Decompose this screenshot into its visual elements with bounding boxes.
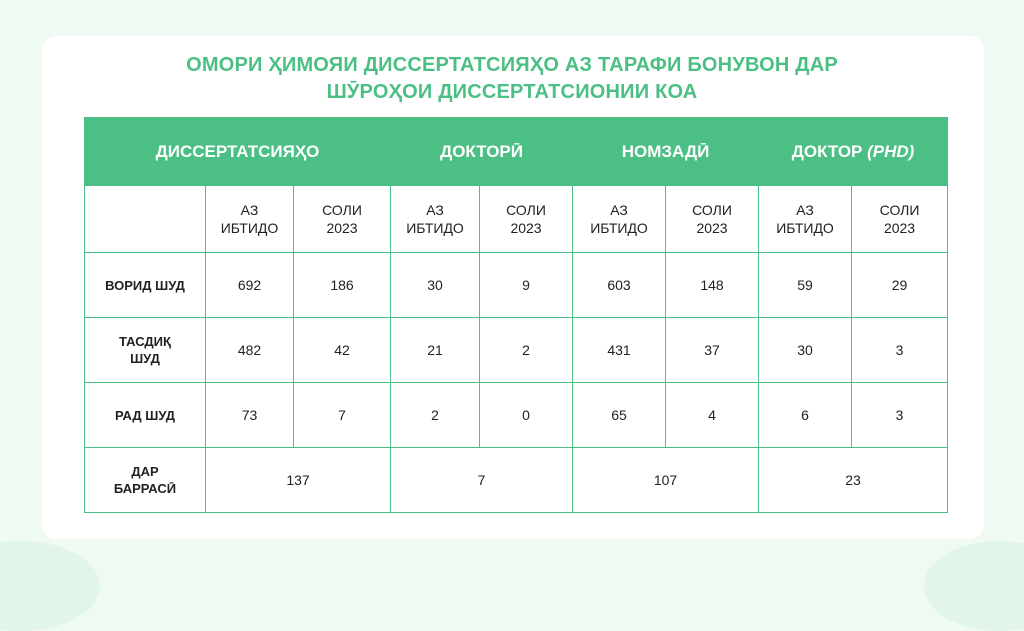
header-dissertations: ДИССЕРТАТСИЯҲО: [85, 118, 391, 186]
subheader-from-start: АЗ ИБТИДО: [391, 186, 480, 253]
row-label-approved: ТАСДИҚ ШУД: [85, 318, 206, 383]
header-candidate: НОМЗАДӢ: [573, 118, 759, 186]
table-cell: 9: [480, 253, 573, 318]
background-blob-right: [924, 541, 1024, 631]
table-cell: 3: [852, 318, 948, 383]
table-cell: 30: [759, 318, 852, 383]
table-cell: 37: [666, 318, 759, 383]
subheader-year: СОЛИ 2023: [294, 186, 391, 253]
title-line-2: ШӮРОҲОИ ДИССЕРТАТСИОНИИ КОА: [326, 81, 698, 103]
subheader-from-start: АЗ ИБТИДО: [206, 186, 294, 253]
table-cell: 42: [294, 318, 391, 383]
table-cell: 482: [206, 318, 294, 383]
table-subheader-row: [85, 186, 948, 253]
header-phd-abbr: (PHD): [867, 141, 915, 161]
table-cell: 6: [759, 383, 852, 448]
subheader-from-start: АЗ ИБТИДО: [759, 186, 852, 253]
subheader-from-start: АЗ ИБТИДО: [573, 186, 666, 253]
table-header-row: [85, 118, 948, 186]
table-row-pending: [85, 448, 948, 513]
table-cell: 65: [573, 383, 666, 448]
table-cell: 59: [759, 253, 852, 318]
page-title: [0, 52, 1024, 106]
table-cell: 431: [573, 318, 666, 383]
table-cell: 29: [852, 253, 948, 318]
table-cell: 692: [206, 253, 294, 318]
header-phd: [759, 118, 948, 186]
table-row: [85, 253, 948, 318]
table-cell: 0: [480, 383, 573, 448]
table-cell: 137: [206, 448, 391, 513]
table-cell: 7: [294, 383, 391, 448]
table-cell: 4: [666, 383, 759, 448]
row-label-received: ВОРИД ШУД: [85, 253, 206, 318]
header-phd-main: ДОКТОР: [791, 141, 868, 161]
table-cell: 23: [759, 448, 948, 513]
dissertations-table: [84, 117, 948, 513]
table-cell: 73: [206, 383, 294, 448]
table-cell: 603: [573, 253, 666, 318]
title-line-1: ОМОРИ ҲИМОЯИ ДИССЕРТАТСИЯҲО АЗ ТАРАФИ БОНУВОН ДАР: [186, 54, 838, 76]
table-cell: 2: [391, 383, 480, 448]
table-cell: 148: [666, 253, 759, 318]
table-cell: 30: [391, 253, 480, 318]
header-doctoral: ДОКТОРӢ: [391, 118, 573, 186]
subheader-empty-cell: [85, 186, 206, 253]
table-cell: 186: [294, 253, 391, 318]
row-label-pending: ДАР БАРРАСӢ: [85, 448, 206, 513]
table-cell: 107: [573, 448, 759, 513]
subheader-year: СОЛИ 2023: [852, 186, 948, 253]
subheader-year: СОЛИ 2023: [480, 186, 573, 253]
table-cell: 21: [391, 318, 480, 383]
table-row: [85, 383, 948, 448]
table-cell: 7: [391, 448, 573, 513]
background-blob-left: [0, 541, 100, 631]
subheader-year: СОЛИ 2023: [666, 186, 759, 253]
row-label-rejected: РАД ШУД: [85, 383, 206, 448]
table-row: [85, 318, 948, 383]
table-cell: 2: [480, 318, 573, 383]
table-cell: 3: [852, 383, 948, 448]
